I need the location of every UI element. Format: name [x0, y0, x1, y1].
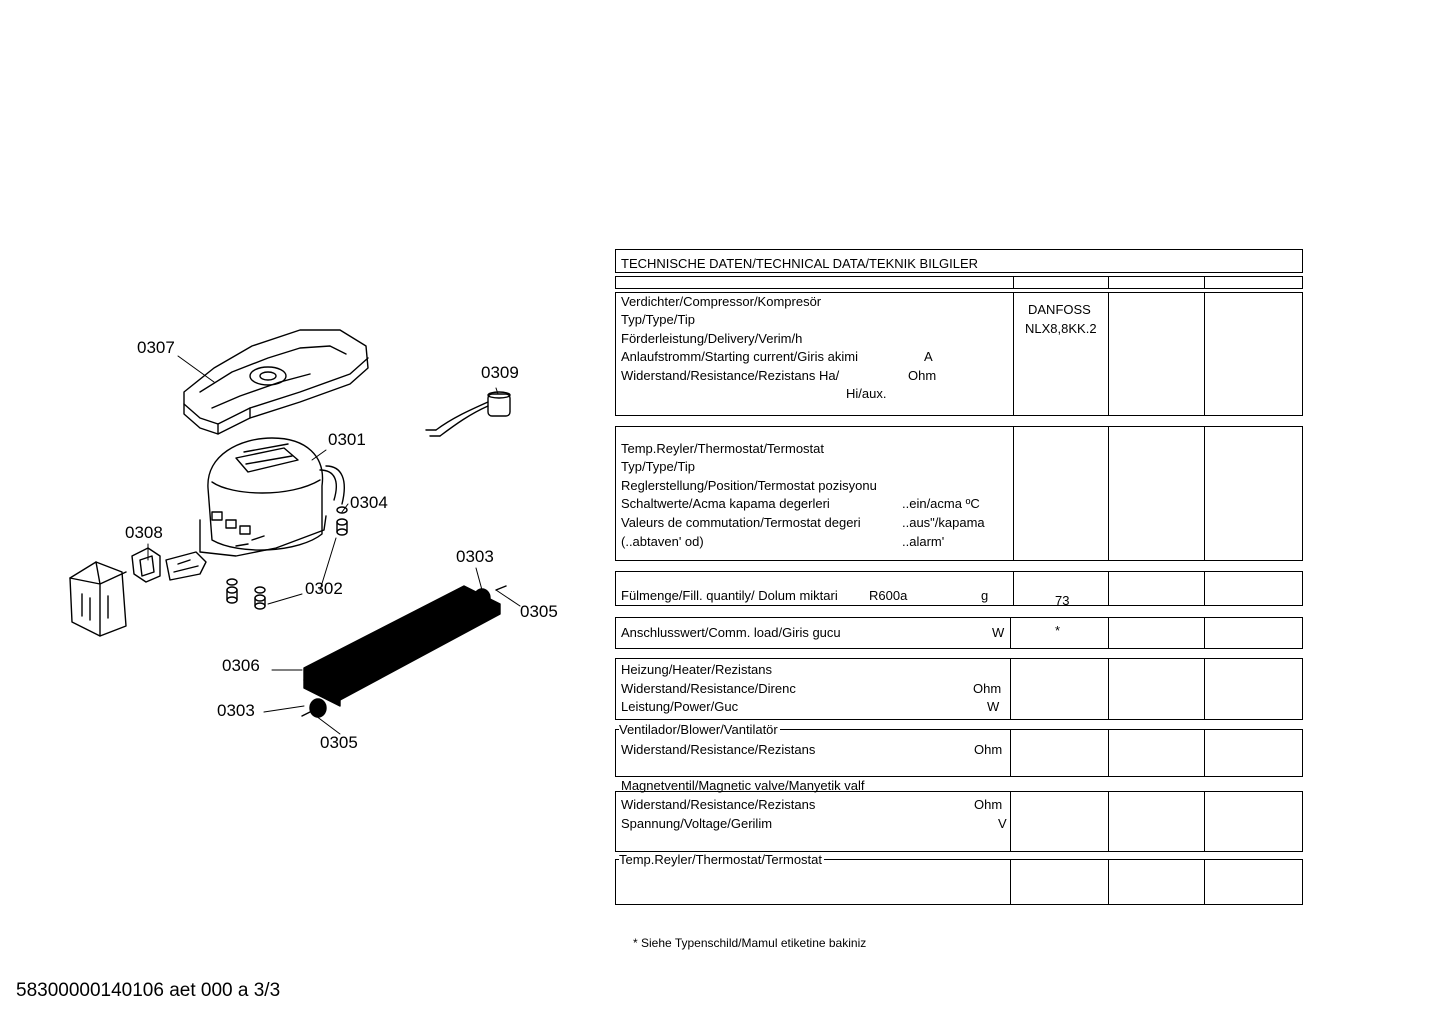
- valve-voltage-label: Spannung/Voltage/Gerilim: [621, 816, 773, 831]
- thermostat-on-label: ..ein/acma ºC: [902, 496, 980, 511]
- thermostat-off-label: ..aus"/kapama: [902, 515, 985, 530]
- compressor-model-value: NLX8,8KK.2: [1025, 321, 1097, 336]
- connection-load-value: *: [1055, 623, 1061, 638]
- thermostat-alarm-label: ..alarm': [902, 534, 945, 549]
- connection-load-label: Anschlusswert/Comm. load/Giris gucu: [621, 625, 841, 640]
- heater-label: Heizung/Heater/Rezistans: [621, 662, 773, 677]
- valve-title: Magnetventil/Magnetic valve/Manyetik valf: [621, 778, 865, 793]
- fill-quantity-value: 73: [1055, 593, 1070, 608]
- heater-resistance-label: Widerstand/Resistance/Direnc: [621, 681, 796, 696]
- compressor-current-unit: A: [924, 349, 933, 364]
- thermostat-switch-values-label: Schaltwerte/Acma kapama degerleri: [621, 496, 830, 511]
- table-header-row: [615, 276, 1303, 289]
- compressor-resistance-unit: Ohm: [908, 368, 937, 383]
- callout-0307: 0307: [137, 338, 175, 357]
- valve-resistance-unit: Ohm: [974, 797, 1003, 812]
- thermostat-position-label: Reglerstellung/Position/Termostat pozisyonu: [621, 478, 877, 493]
- heater-power-unit: W: [987, 699, 1000, 714]
- valve-resistance-label: Widerstand/Resistance/Rezistans: [621, 797, 816, 812]
- heater-power-label: Leistung/Power/Guc: [621, 699, 739, 714]
- document-id-footer: 58300000140106 aet 000 a 3/3: [16, 980, 281, 1001]
- blower-resistance-unit: Ohm: [974, 742, 1003, 757]
- compressor-type-label: Typ/Type/Tip: [621, 312, 695, 327]
- thermostat-2-title: Temp.Reyler/Thermostat/Termostat: [619, 852, 823, 867]
- callout-0303-upper: 0303: [456, 547, 494, 566]
- callout-0309: 0309: [481, 363, 519, 382]
- callout-0301: 0301: [328, 430, 366, 449]
- callout-0305-lower: 0305: [320, 733, 358, 752]
- callout-0303-lower: 0303: [217, 701, 255, 720]
- compressor-maker-value: DANFOSS: [1028, 302, 1091, 317]
- connection-load-unit: W: [992, 625, 1005, 640]
- thermostat-commutation-label: Valeurs de commutation/Termostat degeri: [621, 515, 861, 530]
- blower-resistance-label: Widerstand/Resistance/Rezistans: [621, 742, 816, 757]
- thermostat-defrost-label: (..abtaven' od): [621, 534, 704, 549]
- thermostat-label: Temp.Reyler/Thermostat/Termostat: [621, 441, 825, 456]
- fill-quantity-unit: g: [981, 588, 989, 603]
- compressor-aux-label: Hi/aux.: [846, 386, 887, 401]
- table-title: TECHNISCHE DATEN/TECHNICAL DATA/TEKNIK BILGILER: [621, 256, 979, 271]
- callout-0305-upper: 0305: [520, 602, 558, 621]
- compressor-delivery-label: Förderleistung/Delivery/Verim/h: [621, 331, 803, 346]
- part-0307-drip-tray: [184, 330, 368, 434]
- thermostat-type-label: Typ/Type/Tip: [621, 459, 695, 474]
- part-0306-cover-panel: [304, 586, 500, 706]
- part-0308-relay: [70, 548, 206, 636]
- part-0301-compressor: [200, 438, 344, 556]
- valve-voltage-unit: V: [998, 816, 1007, 831]
- compressor-starting-current-label: Anlaufstromm/Starting current/Giris akimi: [621, 349, 858, 364]
- heater-resistance-unit: Ohm: [973, 681, 1002, 696]
- refrigerant-label: R600a: [869, 588, 908, 603]
- part-0309-capacitor: [426, 392, 510, 436]
- footnote: * Siehe Typenschild/Mamul etiketine bakiniz: [633, 936, 867, 950]
- fill-quantity-label: Fülmenge/Fill. quantily/ Dolum miktari: [621, 588, 838, 603]
- compressor-label: Verdichter/Compressor/Kompresör: [621, 294, 822, 309]
- part-0302-grommets: [227, 579, 265, 609]
- callout-0306: 0306: [222, 656, 260, 675]
- callout-0302: 0302: [305, 579, 343, 598]
- callout-0304: 0304: [350, 493, 388, 512]
- compressor-resistance-label: Widerstand/Resistance/Rezistans Ha/: [621, 368, 840, 383]
- exploded-parts-drawing: [0, 0, 600, 800]
- blower-title: Ventilador/Blower/Vantilatör: [619, 722, 778, 737]
- callout-0308: 0308: [125, 523, 163, 542]
